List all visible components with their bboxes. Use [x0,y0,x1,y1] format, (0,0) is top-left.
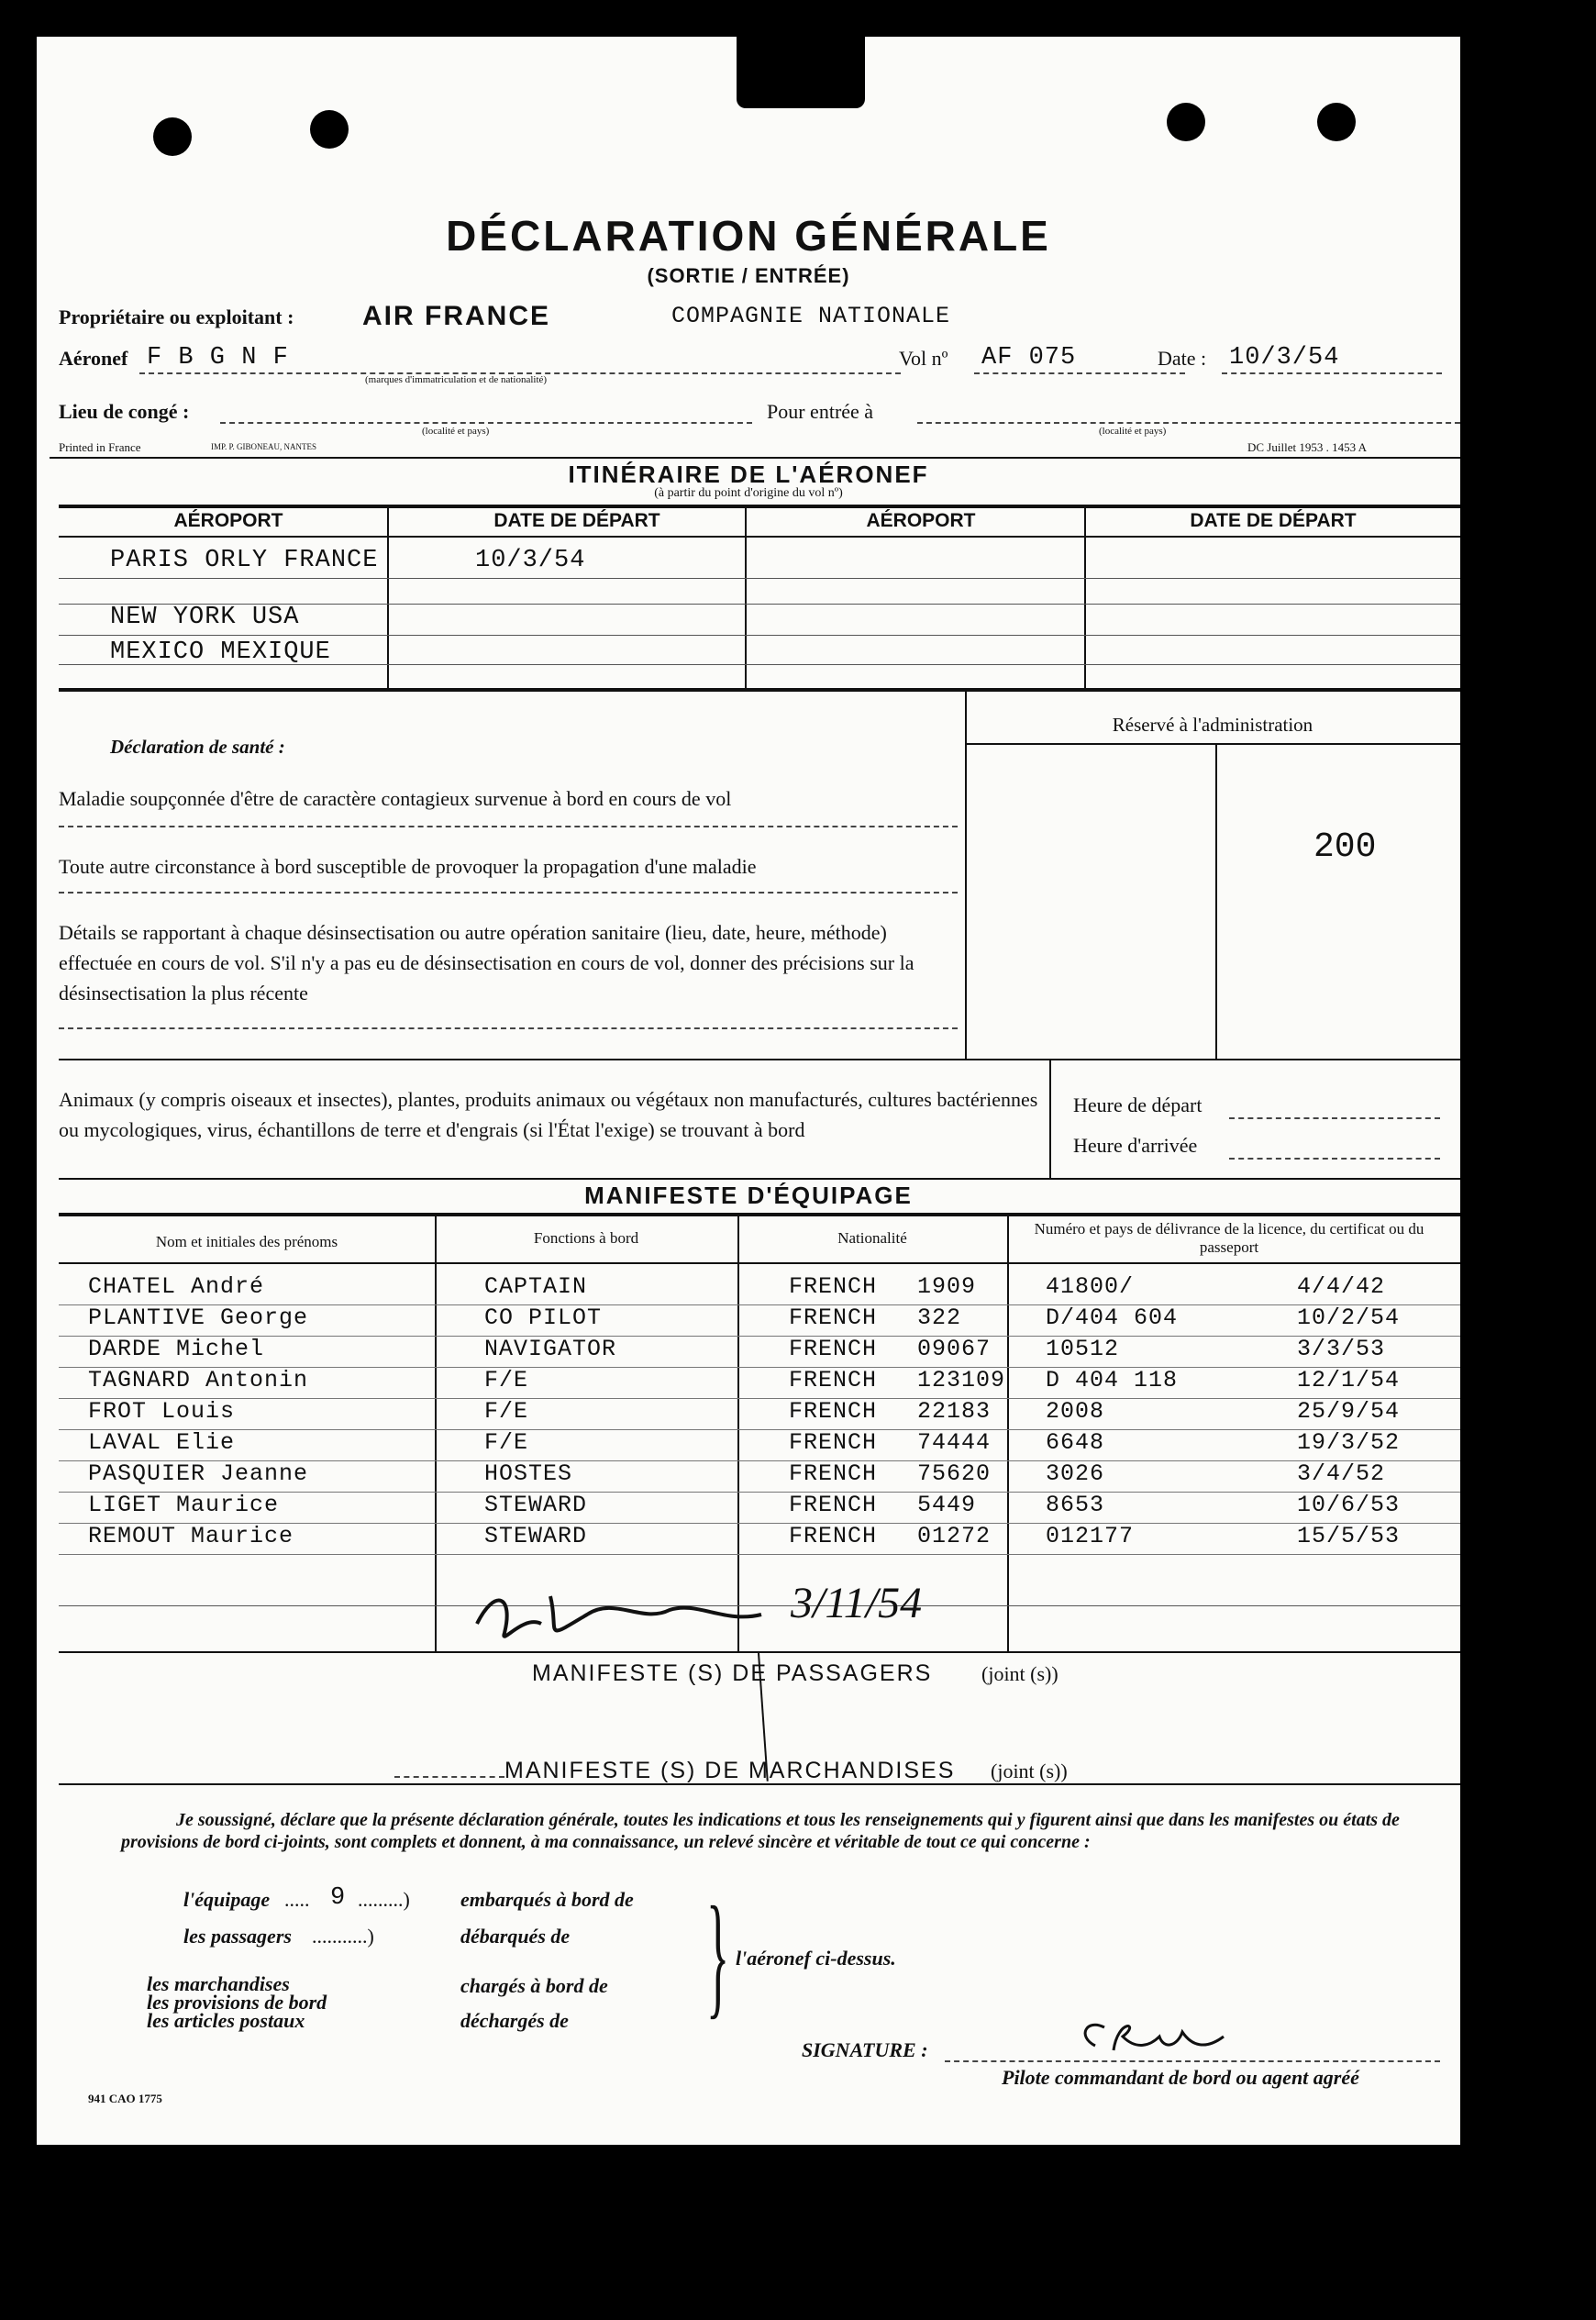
entry-label: Pour entrée à [767,400,874,423]
punch-hole-left-1 [153,117,192,156]
crew-member-nationality: FRENCH [789,1460,878,1487]
crew-member-date: 10/2/54 [1297,1304,1401,1331]
form-subtitle: (SORTIE / ENTRÉE) [647,264,850,287]
admin-title: Réservé à l'administration [1112,714,1313,736]
flight-number: AF 075 [981,344,1077,372]
itinerary-divider-2 [745,506,747,688]
crew-member-function: F/E [484,1367,529,1393]
goods-manifest-joint: (joint (s)) [991,1759,1068,1782]
health-q2: Toute autre circonstance à bord susceptible de provoquer la propagation d'une maladie [59,855,757,878]
crew-member-license: 012177 [1046,1523,1135,1549]
crew-member-license: D 404 118 [1046,1367,1179,1393]
crew-manifest-title: MANIFESTE D'ÉQUIPAGE [584,1182,913,1209]
crew-col-nationality: Nationalité [837,1229,907,1247]
flight-label: Vol nº [899,347,948,370]
crew-member-number: 09067 [917,1336,992,1362]
crew-member-number: 75620 [917,1460,992,1487]
health-q4: Animaux (y compris oiseaux et insectes), plantes, produits animaux ou végétaux non manufacturés, cultures bactériennes ou mycologiques, virus, échantillons de terre et d'engrais (si l'État l'exige) se trouvant à bord [59,1088,1038,1141]
crew-member-license: 3026 [1046,1460,1105,1487]
crew-member-license: D/404 604 [1046,1304,1179,1331]
itinerary-col-airport2: AÉROPORT [866,510,976,531]
itinerary-row-rule-3 [59,635,1460,636]
crew-member-function: F/E [484,1398,529,1425]
admin-inner-divider [1215,743,1217,1059]
date-line [1222,372,1442,374]
crew-member-nationality: FRENCH [789,1273,878,1300]
entry-line [917,422,1460,424]
crew-member-number: 74444 [917,1429,992,1456]
crew-member-name: LIGET Maurice [88,1492,280,1518]
admin-title-rule [965,743,1460,745]
itinerary-header-rule [59,536,1460,538]
crew-member-nationality: FRENCH [789,1367,878,1393]
crew-member-date: 10/6/53 [1297,1492,1401,1518]
clearance-line [220,422,752,424]
crew-member-name: PASQUIER Jeanne [88,1460,309,1487]
declaration-passengers-label: les passagers [183,1925,292,1948]
declaration-aircraft-ref: l'aéronef ci-dessus. [736,1947,896,1970]
crew-member-function: STEWARD [484,1523,588,1549]
crew-member-nationality: FRENCH [789,1492,878,1518]
crew-member-number: 01272 [917,1523,992,1549]
crew-member-name: PLANTIVE George [88,1304,309,1331]
itinerary-col-departure2: DATE DE DÉPART [1190,510,1357,531]
clearance-hint: (localité et pays) [422,426,490,437]
crew-member-nationality: FRENCH [789,1523,878,1549]
arrival-time-line [1229,1158,1440,1160]
owner-value: AIR FRANCE [362,301,550,331]
itinerary-row-1-airport: PARIS ORLY FRANCE [110,547,379,574]
crew-member-nationality: FRENCH [789,1304,878,1331]
crew-member-number: 22183 [917,1398,992,1425]
arrival-time-label: Heure d'arrivée [1073,1134,1198,1157]
crew-col-license: Numéro et pays de délivrance de la licence, du certificat ou du passeport [1034,1220,1424,1256]
crew-member-number: 123109 [917,1367,1006,1393]
form-title: DÉCLARATION GÉNÉRALE [446,212,1051,260]
declaration-crew-value: 9 [330,1884,347,1912]
crew-member-function: CAPTAIN [484,1273,588,1300]
departure-time-label: Heure de départ [1073,1093,1203,1116]
declaration-brace: } [706,1879,730,2031]
itinerary-title: ITINÉRAIRE DE L'AÉRONEF [568,461,929,488]
crew-member-number: 1909 [917,1273,977,1300]
owner-company: COMPAGNIE NATIONALE [671,303,951,329]
crew-col-function: Fonctions à bord [533,1229,639,1247]
printer-name: IMP. P. GIBONEAU, NANTES [211,442,317,451]
crew-member-date: 3/4/52 [1297,1460,1386,1487]
declaration-disembarked: débarqués de [460,1925,571,1948]
itinerary-subtitle: (à partir du point d'origine du vol nº) [654,486,843,500]
crew-member-date: 15/5/53 [1297,1523,1401,1549]
crew-member-name: FROT Louis [88,1398,236,1425]
crew-member-number: 322 [917,1304,962,1331]
itinerary-row-3-airport: MEXICO MEXIQUE [110,638,331,666]
itinerary-row-rule-1 [59,578,1460,579]
flight-line [974,372,1185,374]
crew-member-function: CO PILOT [484,1304,603,1331]
crew-member-license: 41800/ [1046,1273,1135,1300]
entry-hint: (localité et pays) [1099,426,1167,437]
aircraft-registration: F B G N F [147,344,289,372]
crew-member-name: TAGNARD Antonin [88,1367,309,1393]
goods-left-line [394,1776,504,1778]
crew-member-function: NAVIGATOR [484,1336,617,1362]
owner-label: Propriétaire ou exploitant : [59,305,294,328]
clearance-label: Lieu de congé : [59,400,190,423]
crew-top-rule [59,1213,1460,1216]
header-rule [50,457,1460,459]
times-left-border [1049,1059,1051,1178]
declaration-goods-label: les marchandises [147,1972,290,1995]
form-reference: DC Juillet 1953 . 1453 A [1247,440,1368,454]
itinerary-divider-3 [1084,506,1086,688]
crew-member-license: 10512 [1046,1336,1120,1362]
crew-member-function: HOSTES [484,1460,573,1487]
health-q1-line [59,826,958,827]
declaration-embarked: embarqués à bord de [460,1888,634,1911]
aircraft-label: Aéronef [59,347,128,370]
goods-manifest-title: MANIFESTE (S) DE MARCHANDISES [504,1758,956,1783]
itinerary-row-2-airport: NEW YORK USA [110,604,300,631]
crew-handwritten-signature [459,1560,807,1660]
health-q3-line [59,1027,958,1029]
crew-member-nationality: FRENCH [789,1429,878,1456]
health-q3: Détails se rapportant à chaque désinsectisation ou autre opération sanitaire (lieu, date, heure, méthode) effectuée en cours de vol. S'il n'y a pas eu de désinsectisation en cours de vol, donner des précisions sur la désinsectisation la plus récente [59,921,914,1005]
crew-row-rule [59,1336,1460,1337]
itinerary-divider-1 [387,506,389,688]
crew-member-name: LAVAL Elie [88,1429,236,1456]
itinerary-row-1-date: 10/3/54 [475,547,586,574]
aircraft-hint: (marques d'immatriculation et de nationalité) [365,374,548,385]
health-q2-line [59,892,958,894]
declaration-postal-label: les articles postaux [147,2009,305,2032]
itinerary-top-rule [59,505,1460,508]
admin-stamp-number: 200 [1313,827,1377,867]
crew-col-name: Nom et initiales des prénoms [155,1233,338,1250]
declaration-passengers-dots: ...........) [312,1925,374,1948]
admin-left-border [965,690,967,1059]
crew-member-date: 25/9/54 [1297,1398,1401,1425]
crew-member-nationality: FRENCH [789,1398,878,1425]
crew-divider-1 [435,1215,437,1651]
declaration-crew-dots: ..... [284,1888,310,1911]
declaration-unloaded: déchargés de [460,2009,569,2032]
passenger-manifest-title: MANIFESTE (S) DE PASSAGERS [532,1660,933,1686]
declaration-form-page [37,37,1460,2145]
crew-row-rule [59,1429,1460,1430]
declaration-crew-label: l'équipage [183,1888,271,1911]
itinerary-bottom-rule [59,688,1460,692]
crew-row-rule [59,1554,1460,1555]
crew-member-number: 5449 [917,1492,977,1518]
crew-header-rule [59,1262,1460,1264]
crew-member-date: 3/3/53 [1297,1336,1386,1362]
crew-handwritten-date: 3/11/54 [791,1579,923,1627]
crew-member-date: 4/4/42 [1297,1273,1386,1300]
signer-role: Pilote commandant de bord ou agent agréé [1002,2066,1359,2089]
crew-member-license: 8653 [1046,1492,1105,1518]
crew-member-function: STEWARD [484,1492,588,1518]
crew-member-name: CHATEL André [88,1273,265,1300]
departure-time-line [1229,1117,1440,1119]
flight-date: 10/3/54 [1229,344,1340,372]
health-title: Déclaration de santé : [110,736,285,758]
crew-member-license: 6648 [1046,1429,1105,1456]
passenger-manifest-joint: (joint (s)) [981,1662,1058,1685]
top-notch [737,37,865,108]
crew-divider-3 [1007,1215,1009,1651]
date-label: Date : [1158,347,1207,370]
printed-in: Printed in France [59,440,141,454]
crew-member-date: 19/3/52 [1297,1429,1401,1456]
captain-signature [1068,2009,1251,2064]
itinerary-col-airport: AÉROPORT [173,510,283,531]
signature-label: SIGNATURE : [802,2038,928,2061]
crew-row-rule [59,1398,1460,1399]
crew-member-function: F/E [484,1429,529,1456]
itinerary-col-departure: DATE DE DÉPART [493,510,660,531]
itinerary-row-rule-4 [59,664,1460,665]
declaration-crew-dots2: .........) [358,1888,410,1911]
declaration-provisions-label: les provisions de bord [147,1991,327,2014]
declaration-text: Je soussigné, déclare que la présente déclaration générale, toutes les indications et tous les renseignements qui y figurent ainsi que dans les manifestes ou états de provisions de bord ci-joints, sont complets et donnent, à ma connaissance, un relevé sincère et véritable de tout ce qui concerne : [121,1810,1400,1852]
punch-hole-right-1 [1167,103,1205,141]
health-bottom-rule [59,1059,1460,1060]
health-q1: Maladie soupçonnée d'être de caractère contagieux survenue à bord en cours de vol [59,787,732,810]
crew-member-license: 2008 [1046,1398,1105,1425]
crew-member-name: DARDE Michel [88,1336,265,1362]
crew-member-date: 12/1/54 [1297,1367,1401,1393]
declaration-loaded: chargés à bord de [460,1974,608,1997]
punch-hole-right-2 [1317,103,1356,141]
form-code: 941 CAO 1775 [88,2092,162,2105]
crew-member-nationality: FRENCH [789,1336,878,1362]
punch-hole-left-2 [310,110,349,149]
animals-bottom-rule [59,1178,1460,1180]
crew-member-name: REMOUT Maurice [88,1523,294,1549]
